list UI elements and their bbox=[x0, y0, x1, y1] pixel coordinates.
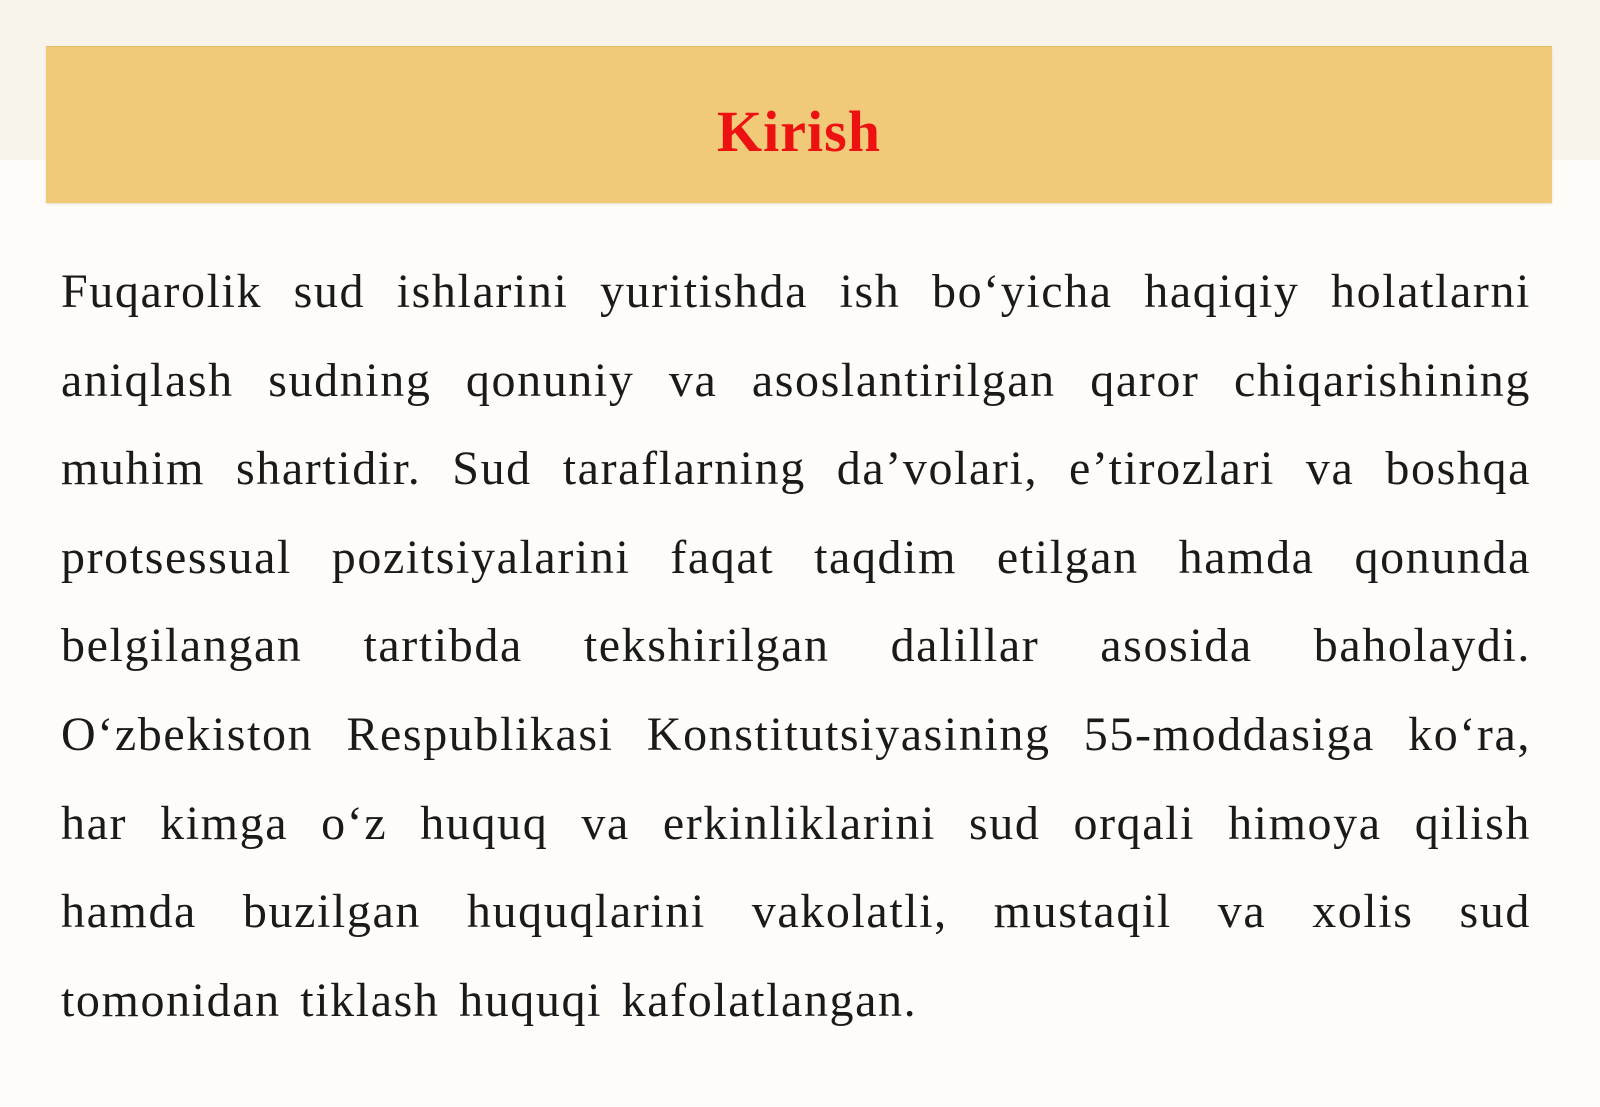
slide-title: Kirish bbox=[717, 98, 881, 164]
title-banner bbox=[46, 46, 1552, 203]
body-paragraph: Fuqarolik sud ishlarini yuritishda ish bo‘yicha haqiqiy holatlarni aniqlash sudning qonuniy va asoslantirilgan qaror chiqarishining muhim shartidir. Sud taraflarning da’volari, e’tirozlari va boshqa protsessual pozitsiyalarini faqat taqdim etilgan hamda qonunda belgilangan tartibda tekshirilgan dalillar asosida baholaydi. O‘zbekiston Respublikasi Konstitutsiyasining 55-moddasiga ko‘ra, har kimga o‘z huquq va erkinliklarini sud orqali himoya qilish hamda buzilgan huquqlarini vakolatli, mustaqil va xolis sud tomonidan tiklash huquqi kafolatlangan. bbox=[61, 265, 1531, 1027]
